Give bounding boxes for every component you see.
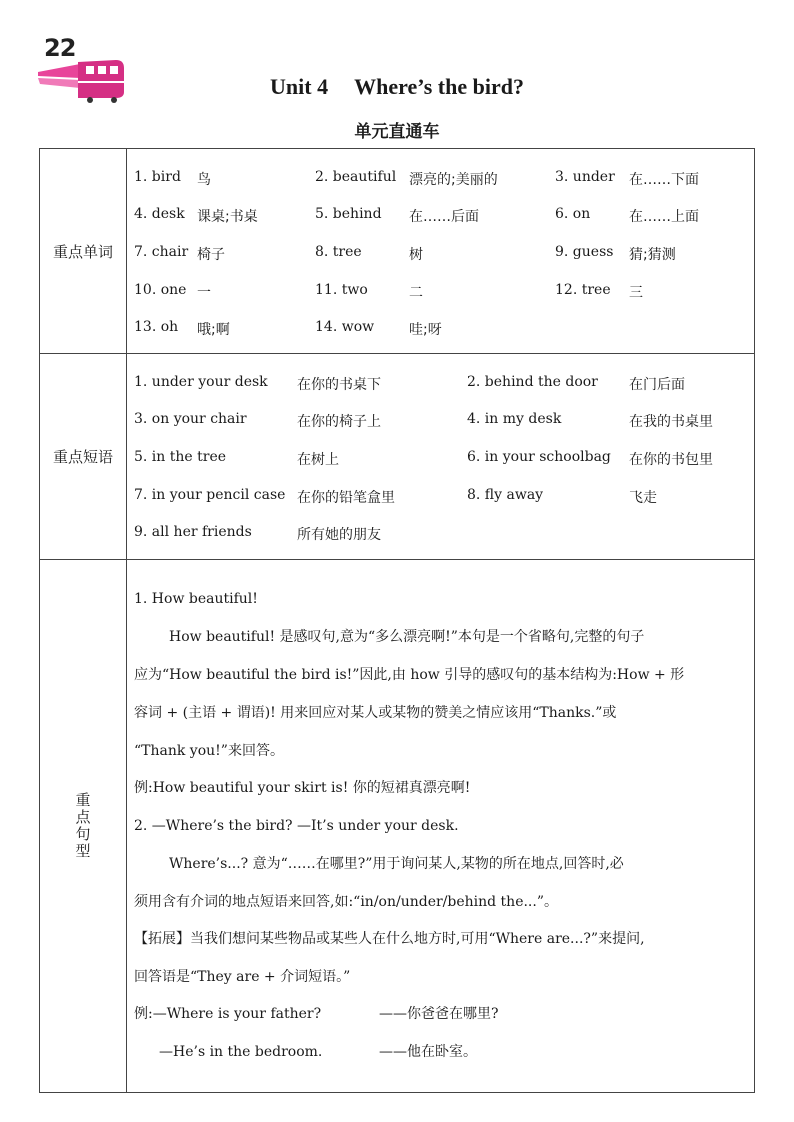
phrases-row	[40, 354, 755, 560]
phrases-category: 重点短语	[40, 354, 127, 560]
vocab-en: 9. guess	[555, 244, 614, 260]
vocab-cn: 一	[197, 285, 211, 301]
example-question: 例:—Where is your father?	[134, 1006, 322, 1022]
phrase-cn: 在你的书桌下	[297, 377, 381, 393]
phrase-en: 8. fly away	[467, 487, 544, 503]
phrase-en: 4. in my desk	[467, 411, 562, 427]
phrase-en: 6. in your schoolbag	[467, 449, 611, 465]
explanation-line: How beautiful! 是感叹句,意为“多么漂亮啊!”本句是一个省略句,完整的句子	[169, 629, 645, 645]
phrases-cell	[127, 354, 755, 560]
extension-line: 【拓展】当我们想问某些物品或某些人在什么地方时,可用“Where are...?”来提问,	[134, 931, 645, 947]
example-line: 例:How beautiful your skirt is! 你的短裙真漂亮啊!	[134, 780, 471, 796]
vocab-cn: 猜;猜测	[629, 247, 676, 263]
vocab-en: 4. desk	[134, 206, 185, 222]
phrase-en: 5. in the tree	[134, 449, 227, 465]
sentence-heading: 1. How beautiful!	[134, 591, 258, 607]
explanation-line: 应为“How beautiful the bird is!”因此,由 how 引导的感叹句的基本结构为:How + 形	[134, 667, 685, 683]
sentence-heading: 2. —Where’s the bird? —It’s under your desk.	[134, 818, 459, 834]
phrase-en: 1. under your desk	[134, 374, 268, 390]
example-question-translation: ——你爸爸在哪里?	[379, 1006, 499, 1022]
vocab-en: 12. tree	[555, 282, 611, 298]
phrase-en: 3. on your chair	[134, 411, 247, 427]
page-number: 22	[44, 34, 76, 62]
vocab-en: 14. wow	[315, 319, 375, 335]
vocab-cn: 在……下面	[629, 172, 699, 188]
phrase-cn: 在树上	[297, 452, 339, 468]
vocab-row	[40, 149, 755, 354]
vocab-cn: 椅子	[197, 247, 225, 263]
vocab-en: 5. behind	[315, 206, 382, 222]
sentences-cell	[127, 560, 755, 1093]
vocab-cn: 哦;啊	[197, 322, 230, 338]
phrase-cn: 在你的椅子上	[297, 414, 381, 430]
vocab-en: 10. one	[134, 282, 187, 298]
explanation-line: Where’s...? 意为“……在哪里?”用于询问某人,某物的所在地点,回答时,必	[169, 856, 624, 872]
phrase-cn: 在你的书包里	[629, 452, 713, 468]
vocab-cn: 三	[629, 285, 643, 301]
explanation-line: 容词 + (主语 + 谓语)! 用来回应对某人或某物的赞美之情应该用“Thanks.”或	[134, 705, 617, 721]
vocab-cn: 在……上面	[629, 209, 699, 225]
phrase-cn: 在门后面	[629, 377, 685, 393]
phrase-cn: 飞走	[629, 490, 657, 506]
vocab-en: 7. chair	[134, 244, 189, 260]
vocab-cn: 哇;呀	[409, 322, 442, 338]
vocab-cell	[127, 149, 755, 354]
phrase-cn: 在我的书桌里	[629, 414, 713, 430]
vocab-en: 6. on	[555, 206, 591, 222]
phrase-cn: 所有她的朋友	[297, 527, 381, 543]
unit-name: Where’s the bird?	[354, 74, 524, 99]
summary-table	[39, 148, 755, 1093]
vocab-cn: 树	[409, 247, 423, 263]
vocab-cn: 在……后面	[409, 209, 479, 225]
explanation-line: “Thank you!”来回答。	[134, 743, 284, 759]
vocab-en: 2. beautiful	[315, 169, 397, 185]
vocab-en: 1. bird	[134, 169, 181, 185]
vocab-cn: 二	[409, 285, 423, 301]
vocab-en: 3. under	[555, 169, 615, 185]
phrase-en: 9. all her friends	[134, 524, 252, 540]
section-subtitle: 单元直通车	[354, 122, 440, 142]
vocab-cn: 漂亮的;美丽的	[409, 172, 498, 188]
vocab-category: 重点单词	[40, 149, 127, 354]
phrase-cn: 在你的铅笔盒里	[297, 490, 395, 506]
unit-label: Unit 4	[270, 74, 329, 99]
vocab-cn: 课桌;书桌	[197, 209, 258, 225]
example-answer: —He’s in the bedroom.	[159, 1044, 323, 1060]
vocab-en: 13. oh	[134, 319, 179, 335]
extension-line: 回答语是“They are + 介词短语。”	[134, 969, 351, 985]
vocab-en: 11. two	[315, 282, 368, 298]
phrase-en: 7. in your pencil case	[134, 487, 286, 503]
example-answer-translation: ——他在卧室。	[379, 1044, 477, 1060]
sentences-category	[40, 560, 127, 1093]
vocab-cn: 鸟	[197, 172, 211, 188]
explanation-line: 须用含有介词的地点短语来回答,如:“in/on/under/behind the...”。	[134, 894, 558, 910]
sentences-category-label: 重点句型	[75, 791, 91, 860]
phrase-en: 2. behind the door	[467, 374, 598, 390]
sentences-row	[40, 560, 755, 1093]
vocab-en: 8. tree	[315, 244, 362, 260]
page-title	[0, 74, 794, 100]
